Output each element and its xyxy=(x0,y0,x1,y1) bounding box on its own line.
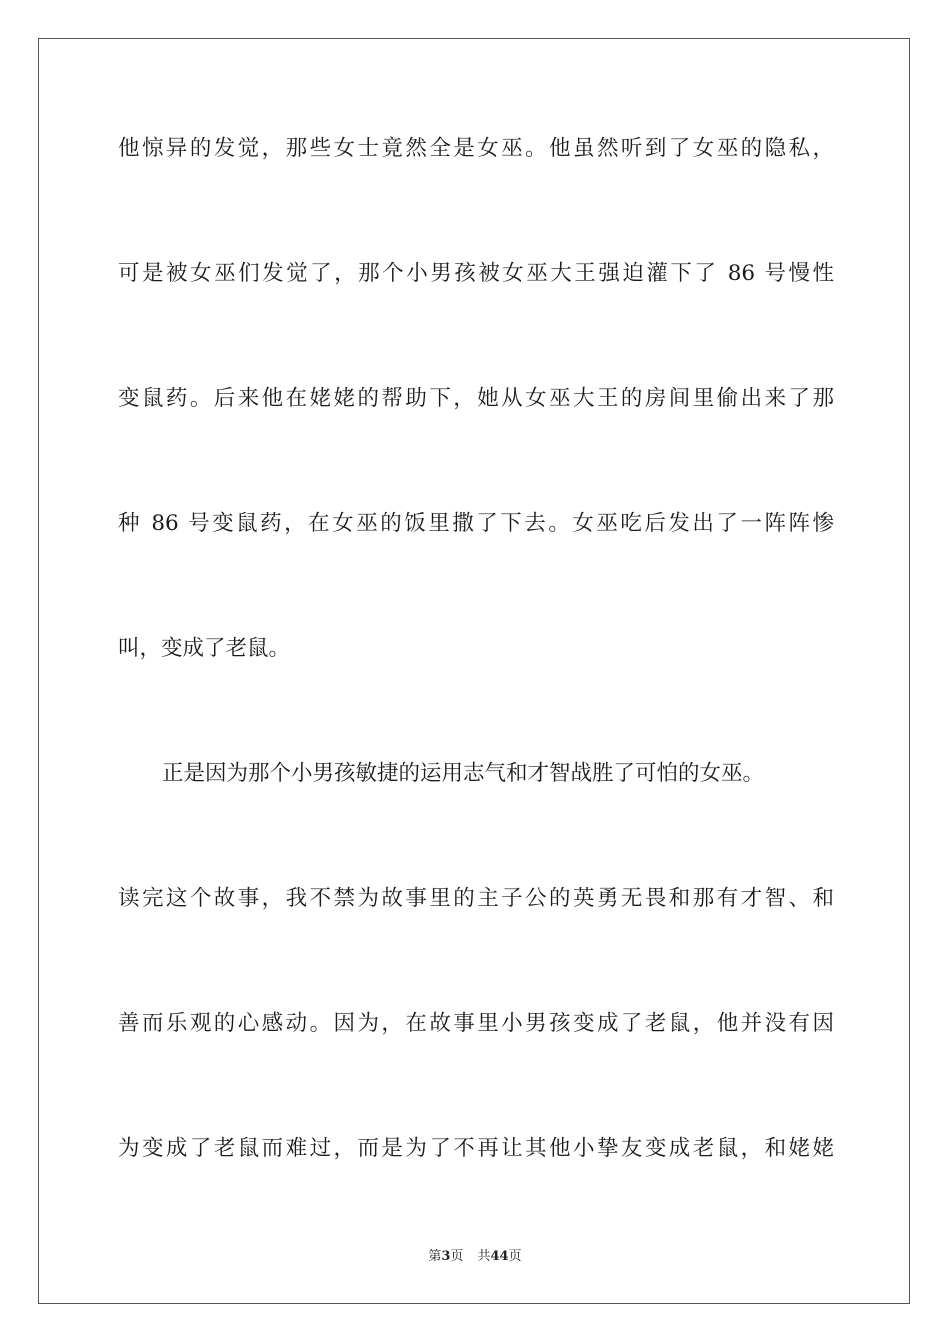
body-line-2: 可是被女巫们发觉了，那个小男孩被女巫大王强迫灌下了 86 号慢性 xyxy=(118,261,834,286)
body-line-5: 叫，变成了老鼠。 xyxy=(118,636,291,661)
body-line-8: 善而乐观的心感动。因为，在故事里小男孩变成了老鼠，他并没有因 xyxy=(118,1011,834,1036)
footer-total-suffix: 页 xyxy=(508,1249,522,1264)
body-line-6: 正是因为那个小男孩敏捷的运用志气和才智战胜了可怕的女巫。 xyxy=(162,761,765,786)
footer-page-number: 3 xyxy=(441,1249,451,1264)
page-border xyxy=(38,38,910,1304)
footer-total-pages: 44 xyxy=(490,1249,509,1264)
body-line-3: 变鼠药。后来他在姥姥的帮助下，她从女巫大王的房间里偷出来了那 xyxy=(118,386,834,411)
footer-total-prefix: 共 xyxy=(477,1249,491,1264)
page-footer xyxy=(0,1248,950,1266)
footer-page-suffix: 页 xyxy=(450,1249,464,1264)
footer-page-prefix: 第 xyxy=(428,1249,442,1264)
body-line-4: 种 86 号变鼠药，在女巫的饭里撒了下去。女巫吃后发出了一阵阵惨 xyxy=(118,511,834,536)
body-line-1: 他惊异的发觉，那些女士竟然全是女巫。他虽然听到了女巫的隐私， xyxy=(118,136,834,161)
body-line-9: 为变成了老鼠而难过，而是为了不再让其他小挚友变成老鼠，和姥姥 xyxy=(118,1136,834,1161)
body-line-7: 读完这个故事，我不禁为故事里的主子公的英勇无畏和那有才智、和 xyxy=(118,886,834,911)
